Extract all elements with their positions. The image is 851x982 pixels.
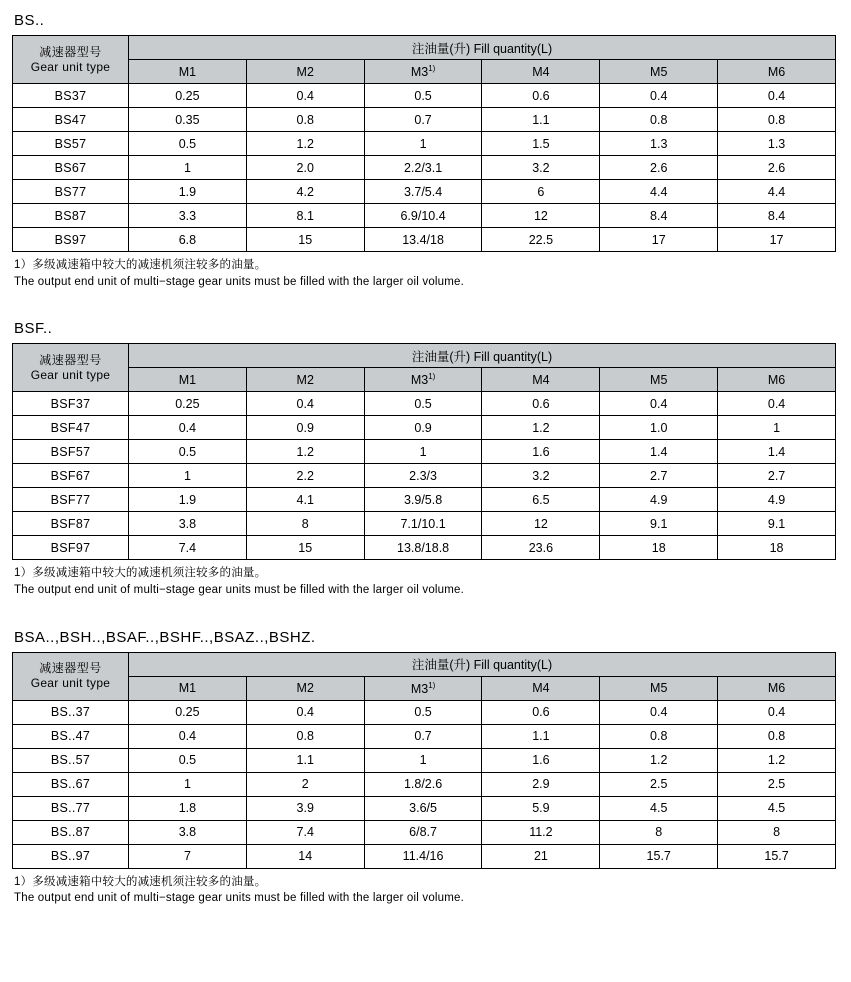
footnote-cn: 1）多级减速箱中较大的减速机须注较多的油量。 <box>14 259 267 271</box>
cell-m1: 0.5 <box>129 440 247 464</box>
cell-m1: 7 <box>129 844 247 868</box>
column-header-m6: M6 <box>718 60 836 84</box>
table-header <box>13 344 836 392</box>
cell-m5: 18 <box>600 536 718 560</box>
column-header-m5: M5 <box>600 60 718 84</box>
cell-m2: 8.1 <box>246 204 364 228</box>
cell-m2: 0.8 <box>246 108 364 132</box>
cell-m5: 17 <box>600 228 718 252</box>
cell-gear-unit-type: BS..57 <box>13 748 129 772</box>
cell-m2: 0.8 <box>246 724 364 748</box>
cell-m5: 0.4 <box>600 84 718 108</box>
cell-m3: 1 <box>364 132 482 156</box>
column-header-fill-quantity: 注油量(升) Fill quantity(L) <box>129 36 836 60</box>
table-body <box>13 84 836 252</box>
cell-m5: 8 <box>600 820 718 844</box>
cell-gear-unit-type: BS..87 <box>13 820 129 844</box>
cell-m5: 8.4 <box>600 204 718 228</box>
cell-m6: 2.7 <box>718 464 836 488</box>
column-header-fill-quantity: 注油量(升) Fill quantity(L) <box>129 652 836 676</box>
cell-m1: 1 <box>129 772 247 796</box>
cell-m2: 0.4 <box>246 84 364 108</box>
table-row <box>13 772 836 796</box>
cell-m3: 7.1/10.1 <box>364 512 482 536</box>
cell-m2: 4.1 <box>246 488 364 512</box>
cell-gear-unit-type: BSF57 <box>13 440 129 464</box>
cell-m6: 4.9 <box>718 488 836 512</box>
cell-m6: 4.5 <box>718 796 836 820</box>
footnote-en: The output end unit of multi−stage gear units must be filled with the larger oil volume. <box>14 275 465 288</box>
fill-quantity-table <box>12 343 836 560</box>
column-header-m1: M1 <box>129 60 247 84</box>
cell-m4: 1.1 <box>482 724 600 748</box>
cell-m1: 1.9 <box>129 180 247 204</box>
table-row <box>13 108 836 132</box>
column-header-m4: M4 <box>482 676 600 700</box>
cell-m5: 0.4 <box>600 700 718 724</box>
table-body <box>13 392 836 560</box>
cell-m5: 1.2 <box>600 748 718 772</box>
column-header-gear-unit-type <box>13 652 129 700</box>
m3-label: M3 <box>410 373 429 388</box>
cell-m1: 3.3 <box>129 204 247 228</box>
cell-m4: 2.9 <box>482 772 600 796</box>
cell-m2: 15 <box>246 536 364 560</box>
column-header-m5: M5 <box>600 676 718 700</box>
column-header-m5: M5 <box>600 368 718 392</box>
table-row <box>13 748 836 772</box>
cell-m3: 1 <box>364 440 482 464</box>
cell-m2: 0.9 <box>246 416 364 440</box>
cell-m6: 4.4 <box>718 180 836 204</box>
section-title: BS.. <box>14 12 45 29</box>
cell-m4: 1.5 <box>482 132 600 156</box>
cell-m1: 0.25 <box>129 700 247 724</box>
cell-m5: 4.9 <box>600 488 718 512</box>
cell-m5: 0.4 <box>600 392 718 416</box>
cell-m1: 1.8 <box>129 796 247 820</box>
cell-m5: 2.6 <box>600 156 718 180</box>
column-header-m3 <box>364 368 482 392</box>
table-row <box>13 796 836 820</box>
cell-m5: 1.0 <box>600 416 718 440</box>
cell-m4: 0.6 <box>482 84 600 108</box>
column-header-m3 <box>364 60 482 84</box>
column-header-gear-unit-type <box>13 344 129 392</box>
cell-m6: 2.5 <box>718 772 836 796</box>
m3-label: M3 <box>410 65 429 80</box>
table-row <box>13 228 836 252</box>
table-header <box>13 652 836 700</box>
column-header-gear-unit-type <box>13 36 129 84</box>
cell-m6: 8.4 <box>718 204 836 228</box>
cell-m2: 7.4 <box>246 820 364 844</box>
cell-m3: 0.9 <box>364 416 482 440</box>
cell-m2: 15 <box>246 228 364 252</box>
column-header-m1: M1 <box>129 368 247 392</box>
table-row <box>13 488 836 512</box>
cell-gear-unit-type: BS..77 <box>13 796 129 820</box>
cell-m4: 21 <box>482 844 600 868</box>
cell-m4: 6 <box>482 180 600 204</box>
cell-m3: 3.6/5 <box>364 796 482 820</box>
cell-m2: 1.2 <box>246 440 364 464</box>
cell-m1: 6.8 <box>129 228 247 252</box>
column-header-m4: M4 <box>482 368 600 392</box>
fill-quantity-table <box>12 35 836 252</box>
cell-m5: 4.5 <box>600 796 718 820</box>
cell-m2: 1.2 <box>246 132 364 156</box>
cell-m6: 1.4 <box>718 440 836 464</box>
cell-m4: 11.2 <box>482 820 600 844</box>
cell-gear-unit-type: BS47 <box>13 108 129 132</box>
cell-m6: 1.2 <box>718 748 836 772</box>
column-header-m6: M6 <box>718 368 836 392</box>
cell-m4: 12 <box>482 512 600 536</box>
cell-gear-unit-type: BSF67 <box>13 464 129 488</box>
cell-m2: 2.0 <box>246 156 364 180</box>
cell-m1: 0.4 <box>129 724 247 748</box>
cell-m5: 1.3 <box>600 132 718 156</box>
cell-m1: 0.35 <box>129 108 247 132</box>
cell-gear-unit-type: BS..47 <box>13 724 129 748</box>
cell-m1: 0.4 <box>129 416 247 440</box>
cell-m4: 12 <box>482 204 600 228</box>
cell-m5: 0.8 <box>600 108 718 132</box>
cell-gear-unit-type: BSF47 <box>13 416 129 440</box>
cell-m6: 2.6 <box>718 156 836 180</box>
cell-gear-unit-type: BS87 <box>13 204 129 228</box>
column-header-m2: M2 <box>246 676 364 700</box>
cell-gear-unit-type: BSF37 <box>13 392 129 416</box>
cell-m4: 0.6 <box>482 700 600 724</box>
footnote-cn: 1）多级减速箱中较大的减速机须注较多的油量。 <box>14 567 267 580</box>
cell-m5: 4.4 <box>600 180 718 204</box>
table-header <box>13 36 836 84</box>
cell-m5: 2.5 <box>600 772 718 796</box>
table-row <box>13 440 836 464</box>
cell-m1: 0.25 <box>129 84 247 108</box>
cell-m4: 5.9 <box>482 796 600 820</box>
cell-m5: 15.7 <box>600 844 718 868</box>
m3-footnote-marker: 1) <box>428 680 436 690</box>
table-row <box>13 724 836 748</box>
footnotes <box>14 874 839 907</box>
cell-gear-unit-type: BS67 <box>13 156 129 180</box>
table-row <box>13 156 836 180</box>
cell-m5: 2.7 <box>600 464 718 488</box>
cell-gear-unit-type: BSF87 <box>13 512 129 536</box>
cell-m4: 3.2 <box>482 156 600 180</box>
cell-m3: 3.7/5.4 <box>364 180 482 204</box>
section-title: BSA..,BSH..,BSAF..,BSHF..,BSAZ..,BSHZ. <box>14 628 316 646</box>
table-row <box>13 820 836 844</box>
cell-m2: 0.4 <box>246 700 364 724</box>
cell-m6: 0.4 <box>718 84 836 108</box>
cell-m1: 1 <box>129 156 247 180</box>
footnote-cn: 1）多级减速箱中较大的减速机须注较多的油量。 <box>14 875 267 888</box>
cell-m2: 2.2 <box>246 464 364 488</box>
cell-m3: 1.8/2.6 <box>364 772 482 796</box>
cell-m3: 0.5 <box>364 84 482 108</box>
cell-m5: 9.1 <box>600 512 718 536</box>
cell-m2: 14 <box>246 844 364 868</box>
table-row <box>13 204 836 228</box>
cell-m2: 1.1 <box>246 748 364 772</box>
cell-m1: 7.4 <box>129 536 247 560</box>
m3-label: M3 <box>410 681 429 696</box>
cell-m2: 4.2 <box>246 180 364 204</box>
column-header-fill-quantity: 注油量(升) Fill quantity(L) <box>129 344 836 368</box>
cell-gear-unit-type: BSF97 <box>13 536 129 560</box>
cell-m4: 1.1 <box>482 108 600 132</box>
cell-m3: 13.8/18.8 <box>364 536 482 560</box>
table-row <box>13 416 836 440</box>
cell-m2: 0.4 <box>246 392 364 416</box>
footnote-en: The output end unit of multi−stage gear units must be filled with the larger oil volume. <box>14 584 465 597</box>
cell-m3: 2.3/3 <box>364 464 482 488</box>
gear-unit-type-en: Gear unit type <box>30 676 111 691</box>
cell-m3: 0.5 <box>364 700 482 724</box>
cell-m3: 11.4/16 <box>364 844 482 868</box>
table-row <box>13 180 836 204</box>
cell-m2: 8 <box>246 512 364 536</box>
table-row <box>13 84 836 108</box>
column-header-m3 <box>364 676 482 700</box>
cell-m3: 13.4/18 <box>364 228 482 252</box>
table-row <box>13 844 836 868</box>
gear-unit-type-en: Gear unit type <box>30 367 111 382</box>
gear-unit-type-cn: 减速器型号 <box>39 661 102 676</box>
column-header-m2: M2 <box>246 368 364 392</box>
cell-m4: 1.6 <box>482 748 600 772</box>
cell-m6: 8 <box>718 820 836 844</box>
cell-m1: 0.5 <box>129 748 247 772</box>
cell-m6: 0.4 <box>718 700 836 724</box>
cell-m5: 1.4 <box>600 440 718 464</box>
cell-gear-unit-type: BS97 <box>13 228 129 252</box>
gear-unit-type-en: Gear unit type <box>30 59 111 74</box>
gear-unit-type-cn: 减速器型号 <box>39 352 102 367</box>
cell-gear-unit-type: BS57 <box>13 132 129 156</box>
cell-m6: 15.7 <box>718 844 836 868</box>
cell-m4: 3.2 <box>482 464 600 488</box>
table-row <box>13 536 836 560</box>
cell-gear-unit-type: BSF77 <box>13 488 129 512</box>
cell-m6: 0.8 <box>718 108 836 132</box>
cell-gear-unit-type: BS37 <box>13 84 129 108</box>
cell-m3: 1 <box>364 748 482 772</box>
cell-m1: 0.25 <box>129 392 247 416</box>
cell-m1: 1.9 <box>129 488 247 512</box>
table-row <box>13 392 836 416</box>
cell-m1: 3.8 <box>129 820 247 844</box>
cell-m4: 1.6 <box>482 440 600 464</box>
cell-m4: 1.2 <box>482 416 600 440</box>
column-header-m4: M4 <box>482 60 600 84</box>
cell-m6: 9.1 <box>718 512 836 536</box>
cell-gear-unit-type: BS..37 <box>13 700 129 724</box>
cell-m3: 0.7 <box>364 108 482 132</box>
cell-m6: 1.3 <box>718 132 836 156</box>
cell-m6: 1 <box>718 416 836 440</box>
cell-m4: 0.6 <box>482 392 600 416</box>
section-bs <box>12 12 839 290</box>
cell-m4: 6.5 <box>482 488 600 512</box>
cell-m5: 0.8 <box>600 724 718 748</box>
cell-m2: 3.9 <box>246 796 364 820</box>
cell-m6: 0.8 <box>718 724 836 748</box>
cell-m3: 0.7 <box>364 724 482 748</box>
footnotes <box>14 565 839 598</box>
column-header-m1: M1 <box>129 676 247 700</box>
cell-m3: 0.5 <box>364 392 482 416</box>
gear-unit-type-cn: 减速器型号 <box>39 44 102 59</box>
section-bsa-bsh <box>12 629 839 907</box>
table-row <box>13 464 836 488</box>
footnote-en: The output end unit of multi−stage gear units must be filled with the larger oil volume. <box>14 892 465 905</box>
cell-m6: 17 <box>718 228 836 252</box>
m3-footnote-marker: 1) <box>428 63 436 73</box>
column-header-m2: M2 <box>246 60 364 84</box>
table-row <box>13 132 836 156</box>
column-header-m6: M6 <box>718 676 836 700</box>
cell-m2: 2 <box>246 772 364 796</box>
table-row <box>13 700 836 724</box>
cell-m3: 2.2/3.1 <box>364 156 482 180</box>
cell-m6: 0.4 <box>718 392 836 416</box>
fill-quantity-table <box>12 652 836 869</box>
cell-m3: 3.9/5.8 <box>364 488 482 512</box>
section-title: BSF.. <box>14 320 53 338</box>
cell-m1: 1 <box>129 464 247 488</box>
cell-m4: 22.5 <box>482 228 600 252</box>
cell-m4: 23.6 <box>482 536 600 560</box>
cell-m3: 6.9/10.4 <box>364 204 482 228</box>
cell-gear-unit-type: BS..97 <box>13 844 129 868</box>
footnotes <box>14 257 839 290</box>
m3-footnote-marker: 1) <box>428 372 436 382</box>
section-bsf <box>12 320 839 598</box>
cell-gear-unit-type: BS77 <box>13 180 129 204</box>
cell-m6: 18 <box>718 536 836 560</box>
cell-m1: 3.8 <box>129 512 247 536</box>
table-body <box>13 700 836 868</box>
cell-m1: 0.5 <box>129 132 247 156</box>
cell-m3: 6/8.7 <box>364 820 482 844</box>
table-row <box>13 512 836 536</box>
cell-gear-unit-type: BS..67 <box>13 772 129 796</box>
